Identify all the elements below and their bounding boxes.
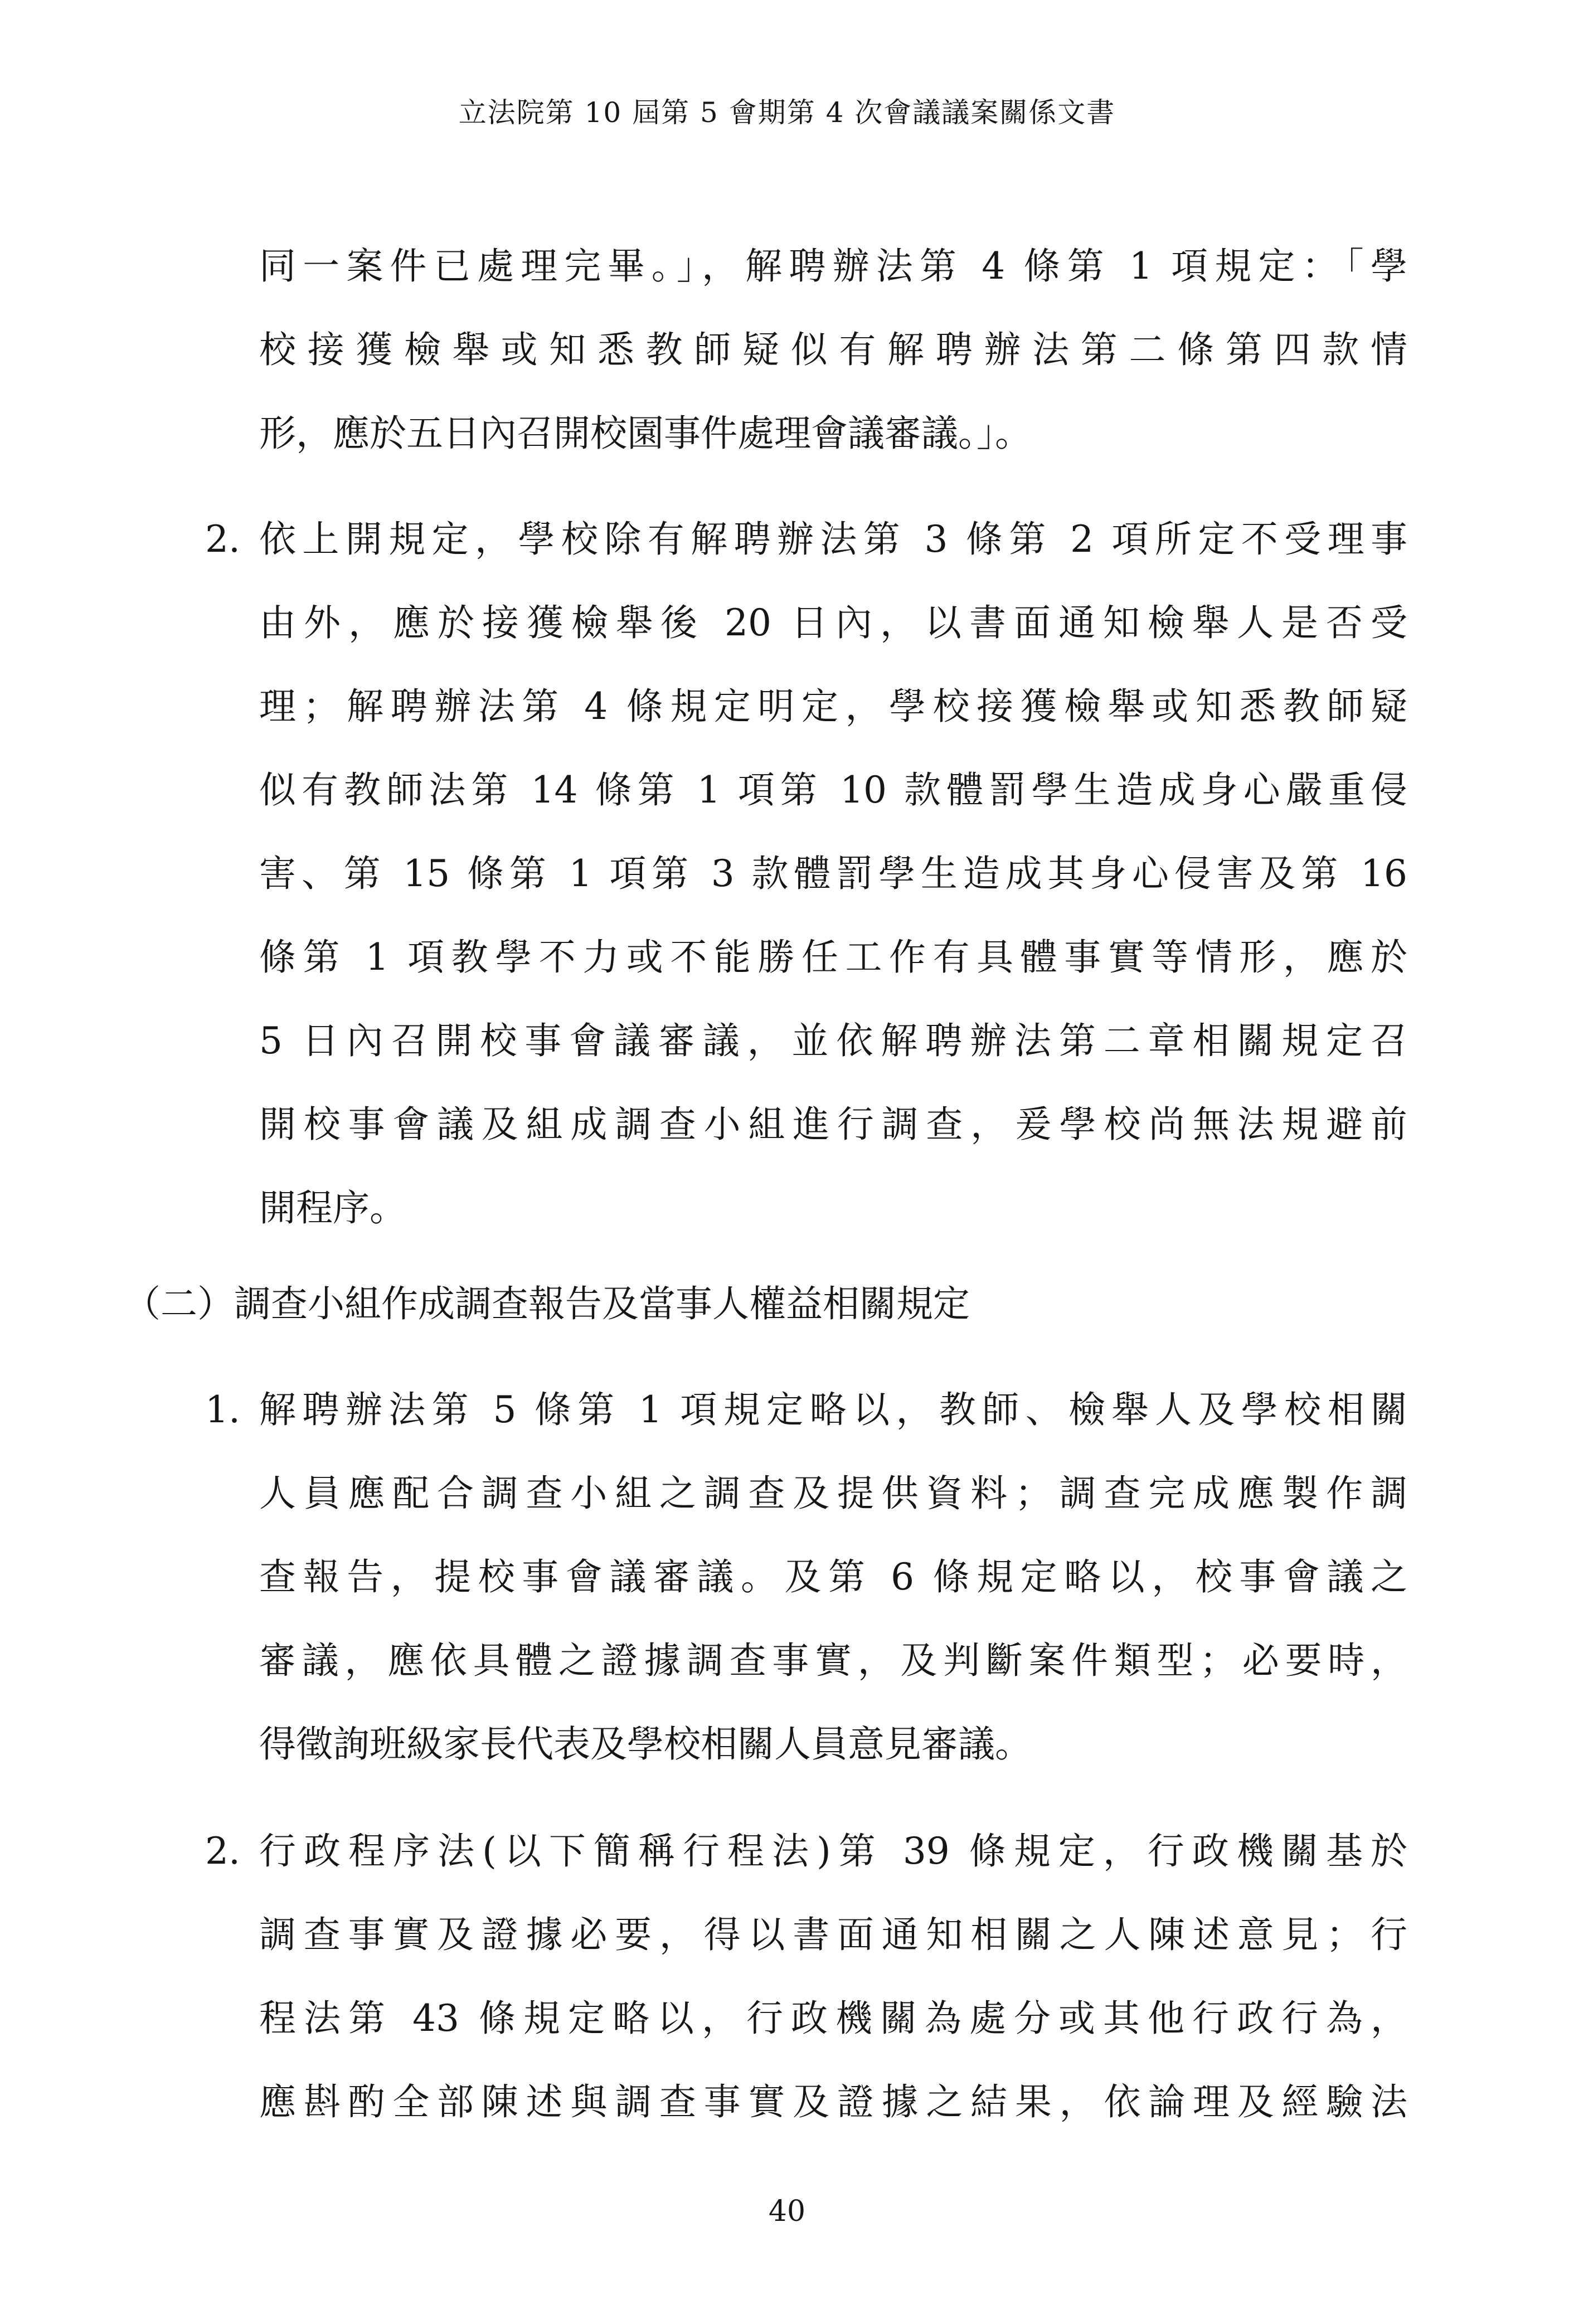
paragraph-line: 得徵詢班級家長代表及學校相關人員意見審議。 — [259, 1723, 1032, 1766]
paragraph-line: 形，應於五日內召開校園事件處理會議審議。」。 — [259, 412, 1032, 455]
paragraph-line: 程法第 43 條規定略以，行政機關為處分或其他行政行為， — [259, 1997, 1407, 2040]
paragraph-line: 校接獲檢舉或知悉教師疑似有解聘辦法第二條第四款情 — [259, 328, 1407, 371]
paragraph-line: 依上開規定，學校除有解聘辦法第 3 條第 2 項所定不受理事 — [259, 518, 1407, 561]
paragraph-line: 調查事實及證據必要，得以書面通知相關之人陳述意見；行 — [259, 1913, 1407, 1956]
list-item-marker: 2. — [205, 1830, 240, 1873]
paragraph-line: 審議，應依具體之證據調查事實，及判斷案件類型；必要時， — [259, 1639, 1407, 1682]
section-heading: （二）調查小組作成調查報告及當事人權益相關規定 — [124, 1282, 970, 1325]
list-item-marker: 1. — [205, 1388, 240, 1431]
paragraph-line: 解聘辦法第 5 條第 1 項規定略以，教師、檢舉人及學校相關 — [259, 1388, 1407, 1431]
paragraph-line: 同一案件已處理完畢。」，解聘辦法第 4 條第 1 項規定：「學 — [259, 245, 1407, 288]
paragraph-line: 害、第 15 條第 1 項第 3 款體罰學生造成其身心侵害及第 16 — [259, 852, 1407, 895]
paragraph-line: 5 日內召開校事會議審議，並依解聘辦法第二章相關規定召 — [259, 1019, 1407, 1062]
page-number: 40 — [768, 2195, 806, 2228]
paragraph-line: 由外，應於接獲檢舉後 20 日內，以書面通知檢舉人是否受 — [259, 601, 1407, 644]
list-item-marker: 2. — [205, 518, 240, 561]
paragraph-line: 條第 1 項教學不力或不能勝任工作有具體事實等情形，應於 — [259, 936, 1407, 979]
paragraph-line: 人員應配合調查小組之調查及提供資料；調查完成應製作調 — [259, 1472, 1407, 1515]
paragraph-line: 開程序。 — [259, 1187, 406, 1229]
paragraph-line: 開校事會議及組成調查小組進行調查，爰學校尚無法規避前 — [259, 1103, 1407, 1146]
paragraph-line: 行政程序法(以下簡稱行程法)第 39 條規定，行政機關基於 — [259, 1830, 1407, 1873]
paragraph-line: 查報告，提校事會議審議。及第 6 條規定略以，校事會議之 — [259, 1555, 1407, 1598]
paragraph-line: 應斟酌全部陳述與調查事實及證據之結果，依論理及經驗法 — [259, 2080, 1407, 2123]
page-header: 立法院第 10 屆第 5 會期第 4 次會議議案關係文書 — [458, 96, 1116, 129]
paragraph-line: 理；解聘辦法第 4 條規定明定，學校接獲檢舉或知悉教師疑 — [259, 685, 1407, 728]
paragraph-line: 似有教師法第 14 條第 1 項第 10 款體罰學生造成身心嚴重侵 — [259, 769, 1407, 811]
